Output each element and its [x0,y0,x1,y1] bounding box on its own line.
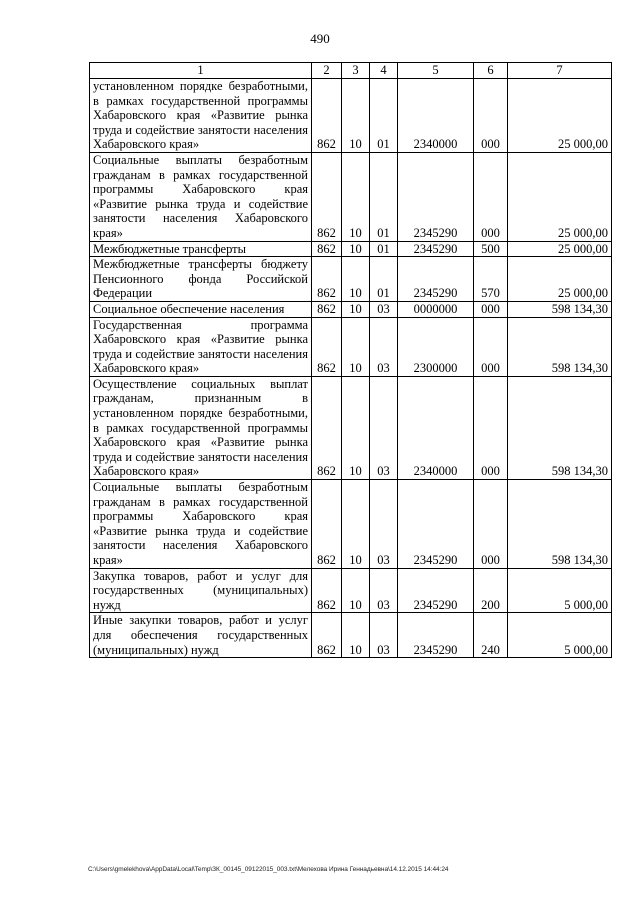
header-col-4: 4 [370,63,398,79]
row-amount: 598 134,30 [508,376,612,479]
header-col-5: 5 [398,63,474,79]
row-code-4: 03 [370,480,398,569]
row-code-6: 200 [474,568,508,613]
row-code-3: 10 [342,301,370,317]
row-code-3: 10 [342,376,370,479]
row-code-2: 862 [312,317,342,376]
row-amount: 25 000,00 [508,152,612,241]
row-code-6: 000 [474,376,508,479]
row-code-6: 240 [474,613,508,658]
row-name: установленном порядке безработными, в рамках государственной программы Хабаровского края «Развитие рынка труда и содействие занятости населения Хабаровского края» [90,79,312,153]
row-code-5: 0000000 [398,301,474,317]
row-name: Межбюджетные трансферты [90,241,312,257]
row-name: Государственная программа Хабаровского края «Развитие рынка труда и содействие занятости населения Хабаровского края» [90,317,312,376]
table-row [90,376,612,479]
row-code-2: 862 [312,301,342,317]
row-name: Иные закупки товаров, работ и услуг для обеспечения государственных (муниципальных) нужд [90,613,312,658]
row-code-6: 000 [474,317,508,376]
table-row [90,317,612,376]
row-code-5: 2340000 [398,79,474,153]
row-code-4: 03 [370,301,398,317]
row-amount: 5 000,00 [508,613,612,658]
row-code-3: 10 [342,79,370,153]
table-row [90,301,612,317]
table-row [90,613,612,658]
row-code-6: 000 [474,79,508,153]
row-code-5: 2345290 [398,480,474,569]
row-code-5: 2300000 [398,317,474,376]
row-code-6: 000 [474,152,508,241]
row-code-3: 10 [342,568,370,613]
row-code-4: 01 [370,257,398,302]
header-col-1: 1 [90,63,312,79]
row-code-2: 862 [312,613,342,658]
row-code-5: 2345290 [398,613,474,658]
row-code-4: 01 [370,79,398,153]
table-row [90,257,612,302]
row-code-4: 01 [370,241,398,257]
header-col-3: 3 [342,63,370,79]
row-name: Межбюджетные трансферты бюджету Пенсионного фонда Российской Федерации [90,257,312,302]
table-row [90,568,612,613]
row-amount: 5 000,00 [508,568,612,613]
row-code-3: 10 [342,317,370,376]
row-code-2: 862 [312,568,342,613]
table-body [90,79,612,658]
row-code-3: 10 [342,613,370,658]
row-code-2: 862 [312,241,342,257]
table-header-row [90,63,612,79]
row-name: Осуществление социальных выплат гражданам, признанным в установленном порядке безработными, в рамках государственной программы Хабаровского края «Развитие рынка труда и содействие занятости населения Хабаровского края» [90,376,312,479]
row-name: Социальные выплаты безработным гражданам в рамках государственной программы Хабаровского края «Развитие рынка труда и содействие занятости населения Хабаровского края» [90,480,312,569]
row-code-3: 10 [342,257,370,302]
row-code-2: 862 [312,257,342,302]
page-number: 490 [310,31,330,46]
file-path-footer: C:\Users\gmelekhova\AppData\Local\Temp\ЗК_00145_09122015_003.txt\Мелехова Ирина Геннадьевна\14.12.2015 14:44:24 [88,866,449,873]
row-code-6: 000 [474,480,508,569]
row-amount: 598 134,30 [508,301,612,317]
row-code-5: 2340000 [398,376,474,479]
row-code-4: 03 [370,376,398,479]
row-code-3: 10 [342,241,370,257]
header-col-2: 2 [312,63,342,79]
row-code-5: 2345290 [398,257,474,302]
table-row [90,241,612,257]
row-code-4: 03 [370,568,398,613]
row-code-6: 570 [474,257,508,302]
row-amount: 25 000,00 [508,257,612,302]
row-code-3: 10 [342,480,370,569]
row-name: Социальные выплаты безработным гражданам в рамках государственной программы Хабаровского края «Развитие рынка труда и содействие занятости населения Хабаровского края» [90,152,312,241]
row-code-5: 2345290 [398,241,474,257]
row-code-3: 10 [342,152,370,241]
row-code-5: 2345290 [398,152,474,241]
row-code-2: 862 [312,480,342,569]
row-code-2: 862 [312,152,342,241]
row-code-5: 2345290 [398,568,474,613]
row-code-4: 01 [370,152,398,241]
header-col-6: 6 [474,63,508,79]
table-row [90,152,612,241]
row-name: Социальное обеспечение населения [90,301,312,317]
budget-table [89,62,612,658]
table-row [90,480,612,569]
row-amount: 25 000,00 [508,79,612,153]
row-code-6: 500 [474,241,508,257]
header-col-7: 7 [508,63,612,79]
row-code-4: 03 [370,317,398,376]
row-amount: 25 000,00 [508,241,612,257]
row-code-2: 862 [312,79,342,153]
row-code-4: 03 [370,613,398,658]
row-name: Закупка товаров, работ и услуг для государственных (муниципальных) нужд [90,568,312,613]
row-code-2: 862 [312,376,342,479]
row-code-6: 000 [474,301,508,317]
row-amount: 598 134,30 [508,317,612,376]
table-row [90,79,612,153]
row-amount: 598 134,30 [508,480,612,569]
